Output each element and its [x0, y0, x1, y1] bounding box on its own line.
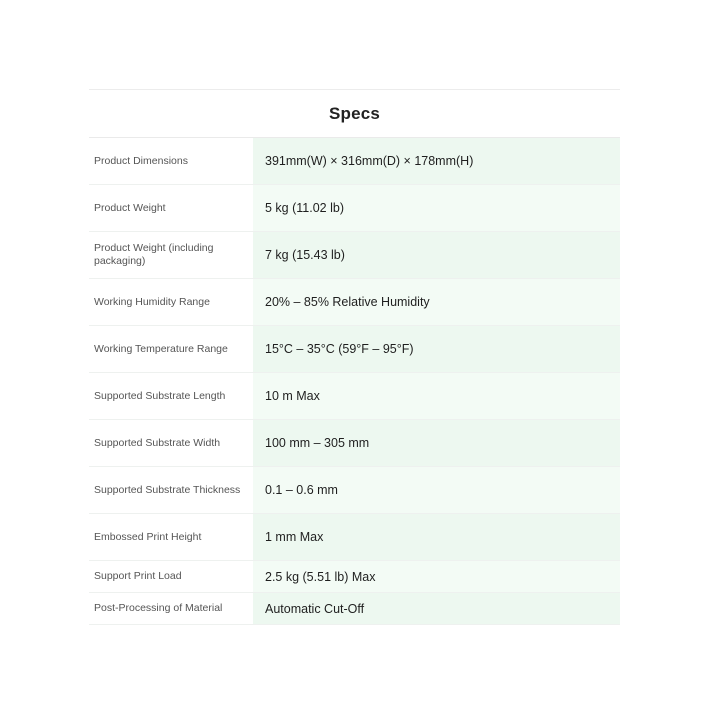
spec-label: Supported Substrate Width — [89, 420, 253, 466]
spec-row — [89, 138, 620, 185]
spec-label: Working Humidity Range — [89, 279, 253, 325]
spec-row — [89, 279, 620, 326]
spec-value: 15°C – 35°C (59°F – 95°F) — [253, 326, 620, 372]
spec-row — [89, 561, 620, 593]
spec-value: 391mm(W) × 316mm(D) × 178mm(H) — [253, 138, 620, 184]
spec-value: 7 kg (15.43 lb) — [253, 232, 620, 278]
spec-row — [89, 467, 620, 514]
spec-row — [89, 232, 620, 279]
spec-row — [89, 373, 620, 420]
spec-value: 100 mm – 305 mm — [253, 420, 620, 466]
spec-label: Supported Substrate Thickness — [89, 467, 253, 513]
spec-value: 10 m Max — [253, 373, 620, 419]
spec-label: Support Print Load — [89, 561, 253, 592]
spec-table — [89, 137, 620, 625]
specs-section — [89, 89, 620, 625]
spec-label: Supported Substrate Length — [89, 373, 253, 419]
spec-value: 5 kg (11.02 lb) — [253, 185, 620, 231]
spec-row — [89, 185, 620, 232]
spec-row — [89, 420, 620, 467]
spec-label: Product Weight (including packaging) — [89, 232, 253, 278]
spec-value: 0.1 – 0.6 mm — [253, 467, 620, 513]
spec-label: Embossed Print Height — [89, 514, 253, 560]
specs-title: Specs — [328, 103, 381, 123]
spec-label: Post-Processing of Material — [89, 593, 253, 624]
spec-value: 20% – 85% Relative Humidity — [253, 279, 620, 325]
spec-label: Working Temperature Range — [89, 326, 253, 372]
spec-label: Product Weight — [89, 185, 253, 231]
spec-value: 2.5 kg (5.51 lb) Max — [253, 561, 620, 592]
spec-row — [89, 326, 620, 373]
spec-row — [89, 514, 620, 561]
spec-label: Product Dimensions — [89, 138, 253, 184]
spec-value: Automatic Cut-Off — [253, 593, 620, 624]
spec-value: 1 mm Max — [253, 514, 620, 560]
spec-row — [89, 593, 620, 625]
